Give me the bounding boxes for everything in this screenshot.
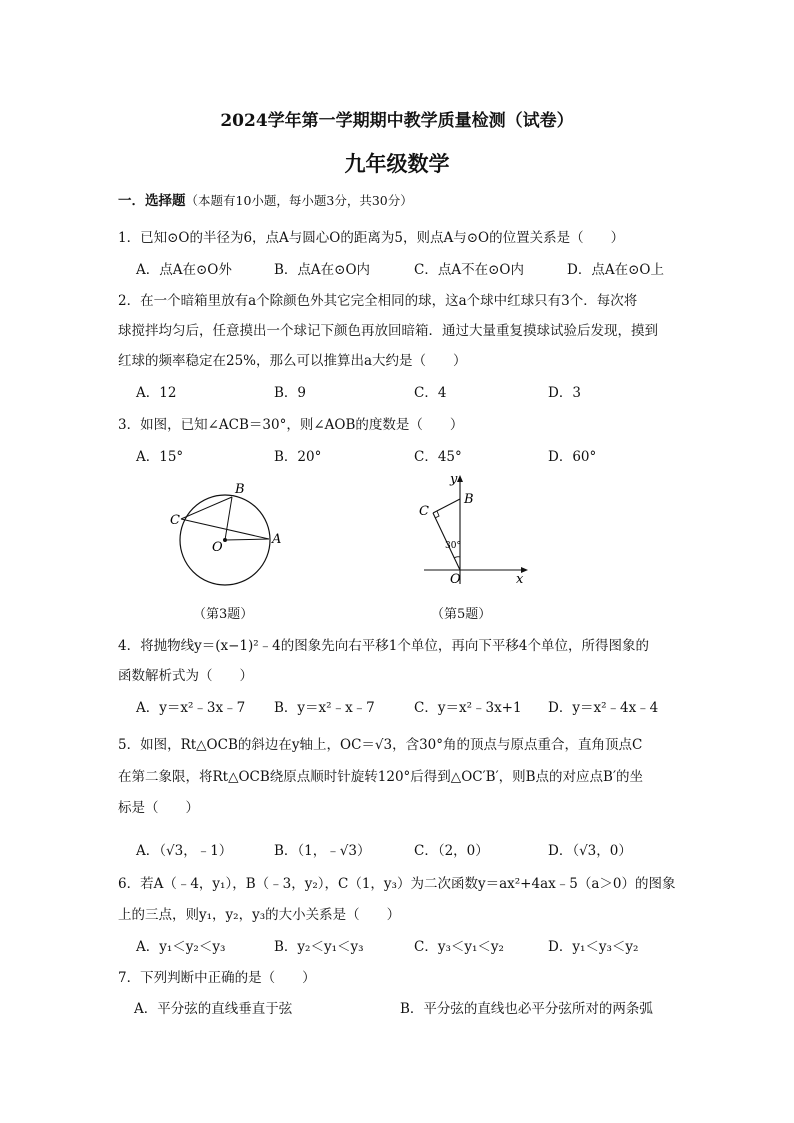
question-4-line-1: 4．将抛物线y＝(x−1)²﹣4的图象先向右平移1个单位，再向下平移4个单位，所得图象的 (118, 638, 649, 654)
q5-option-b[interactable]: B．（1，﹣√3） (274, 843, 371, 859)
q5-option-d[interactable]: D．（√3，0） (548, 843, 632, 859)
q2-option-a[interactable]: A．12 (136, 385, 177, 401)
question-4-line-2: 函数解析式为（ ） (118, 668, 253, 684)
q3-option-a[interactable]: A．15° (136, 449, 184, 465)
label-b: B (464, 492, 474, 507)
q5-option-a[interactable]: A．（√3，﹣1） (136, 843, 233, 859)
question-2-line-1: 2．在一个暗箱里放有a个除颜色外其它完全相同的球，这a个球中红球只有3个．每次将 (118, 293, 638, 309)
label-c: C (419, 504, 429, 519)
segment-cb (433, 499, 460, 513)
label-x: x (516, 572, 524, 587)
label-y: y (450, 472, 458, 487)
label-a: A (272, 532, 282, 547)
question-5-line-3: 标是（ ） (118, 800, 199, 816)
y-axis-arrow-icon (457, 475, 463, 482)
question-5-line-2: 在第二象限，将Rt△OCB绕原点顺时针旋转120°后得到△OC′B′，则B点的对应点B′的坐 (118, 769, 644, 785)
q7-option-b[interactable]: B．平分弦的直线也必平分弦所对的两条弧 (400, 1001, 653, 1017)
question-6-line-2: 上的三点，则y₁，y₂，y₃的大小关系是（ ） (118, 907, 401, 923)
q4-option-a[interactable]: A．y＝x²﹣3x﹣7 (136, 700, 246, 716)
radius-ob (225, 497, 232, 540)
exam-title: 2024学年第一学期期中教学质量检测（试卷） (220, 111, 574, 131)
q1-option-d[interactable]: D．点A在⊙O上 (567, 262, 664, 278)
figure-3-circle-diagram (160, 478, 300, 600)
q2-option-b[interactable]: B．9 (274, 385, 307, 401)
q2-option-c[interactable]: C．4 (414, 385, 447, 401)
q3-option-d[interactable]: D．60° (548, 449, 597, 465)
label-b: B (235, 482, 245, 497)
q2-option-d[interactable]: D．3 (548, 385, 581, 401)
question-5-line-1: 5．如图，Rt△OCB的斜边在y轴上，OC＝√3，含30°角的顶点与原点重合，直角顶点C (118, 737, 643, 753)
q5-option-c[interactable]: C．（2，0） (414, 843, 489, 859)
question-1-stem: 1．已知⊙O的半径为6，点A与圆心O的距离为5，则点A与⊙O的位置关系是（ ） (118, 230, 625, 246)
figure-5-triangle-diagram (410, 472, 536, 590)
q4-option-d[interactable]: D．y＝x²﹣4x﹣4 (548, 700, 659, 716)
label-o: O (450, 572, 461, 587)
section-label: 一．选择题 (118, 193, 186, 209)
question-3-stem: 3．如图，已知∠ACB＝30°，则∠AOB的度数是（ ） (118, 417, 464, 433)
question-7-stem: 7．下列判断中正确的是（ ） (118, 970, 316, 986)
q1-option-a[interactable]: A．点A在⊙O外 (136, 262, 232, 278)
q4-option-b[interactable]: B．y＝x²﹣x﹣7 (274, 700, 375, 716)
radius-oa (225, 539, 269, 540)
figure-3-caption: （第3题） (193, 607, 254, 622)
q3-option-c[interactable]: C．45° (414, 449, 462, 465)
question-2-line-3: 红球的频率稳定在25%，那么可以推算出a大约是（ ） (118, 353, 467, 369)
q1-option-c[interactable]: C．点A不在⊙O内 (414, 262, 524, 278)
figure-5-caption: （第5题） (431, 607, 492, 622)
q7-option-a[interactable]: A．平分弦的直线垂直于弦 (134, 1001, 293, 1017)
label-angle-30: 30° (445, 541, 461, 551)
section-note: （本题有10小题，每小题3分，共30分） (185, 193, 413, 208)
label-o: O (212, 540, 223, 555)
q4-option-c[interactable]: C．y＝x²﹣3x+1 (414, 700, 522, 716)
chord-cb (181, 497, 232, 519)
question-2-line-2: 球搅拌均匀后，任意摸出一个球记下颜色再放回暗箱．通过大量重复摸球试验后发现，摸到 (118, 323, 658, 339)
label-c: C (170, 513, 180, 528)
q6-option-b[interactable]: B．y₂＜y₁＜y₃ (274, 939, 364, 955)
q6-option-a[interactable]: A．y₁＜y₂＜y₃ (136, 939, 226, 955)
q6-option-c[interactable]: C．y₃＜y₁＜y₂ (414, 939, 504, 955)
q1-option-b[interactable]: B．点A在⊙O内 (274, 262, 371, 278)
q3-option-b[interactable]: B．20° (274, 449, 322, 465)
angle-arc (454, 557, 460, 558)
chord-ca (181, 519, 269, 539)
section-heading (118, 192, 413, 210)
q6-option-d[interactable]: D．y₁＜y₃＜y₂ (548, 939, 639, 955)
question-6-line-1: 6．若A（﹣4，y₁），B（﹣3，y₂），C（1，y₃）为二次函数y＝ax²+4ax﹣5（a＞0）的图象 (118, 876, 676, 892)
center-point-o (223, 538, 227, 542)
subject-title: 九年级数学 (344, 151, 450, 176)
